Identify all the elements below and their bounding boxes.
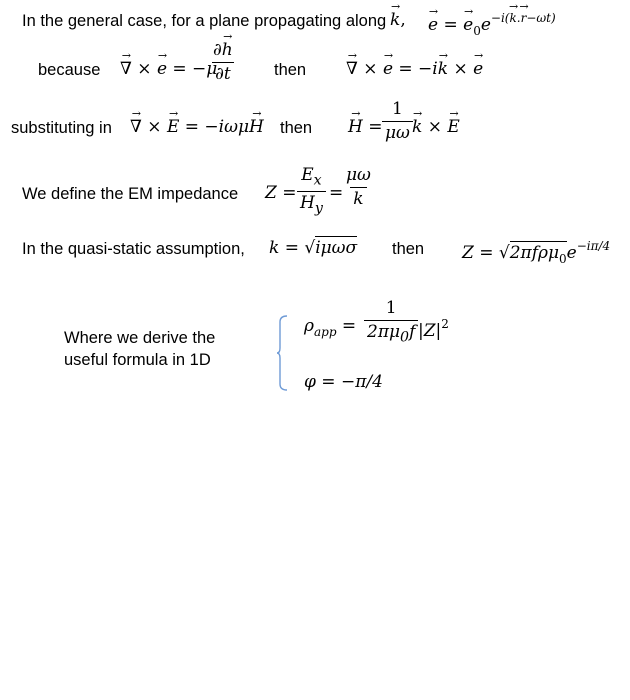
ex-over-hy-fraction: $\frac{E_x}{H_y}$ xyxy=(297,167,326,215)
ampere-equation: ∇ → × E → = −iωμH → xyxy=(130,119,264,136)
dh-dt-fraction: $\frac{\partial h \to}{\partial t}$ xyxy=(210,42,236,83)
impedance-label: We define the EM impedance xyxy=(22,185,239,203)
one-over-mu-omega-fraction: $\frac{1}{\mu\omega}$ xyxy=(382,101,413,142)
k-cross-e-term: k → × E → xyxy=(412,119,460,136)
k-sqrt-equation: k = √iμωσ xyxy=(269,238,358,258)
equals-sign-impedance: = xyxy=(329,183,344,203)
rho-app-fraction: $\frac{1}{2\pi\mu_0f}$ xyxy=(364,300,418,345)
curl-ik-equation: ∇ → × e → = −ik → × e → xyxy=(346,61,483,78)
line1-k-vector: k →, xyxy=(390,12,406,29)
z-quasi-static-equation: $Z = √2\pi f\rho\mu_0e^{-i\pi/4}$ xyxy=(462,239,611,266)
z-equals: Z = xyxy=(265,183,297,203)
rho-app-equation-left: $\rho_{app}$ = xyxy=(304,316,357,339)
line1-wave-equation: e → = $e \to_0e^{-i(k \to.r \to-\omega t)}$ xyxy=(428,12,556,37)
quasi-static-label: In the quasi-static assumption, xyxy=(22,240,245,258)
line2-then-label: then xyxy=(274,61,307,79)
formula-label-line1: Where we derive the xyxy=(64,329,216,347)
line5-then-label: then xyxy=(392,240,425,258)
line3-then-label: then xyxy=(280,119,313,137)
left-brace-icon xyxy=(276,314,290,392)
mu-omega-over-k-fraction: $\frac{\mu\omega}{k}$ xyxy=(346,165,371,209)
substituting-label: substituting in xyxy=(11,119,112,137)
h-field-equation-left: H → = xyxy=(348,119,382,136)
abs-z-squared: $|Z|^2$ xyxy=(418,317,449,341)
because-label: because xyxy=(38,61,101,79)
line1-text: In the general case, for a plane propagating along xyxy=(22,12,387,30)
phase-equation: φ = −π/4 xyxy=(304,372,383,392)
faraday-equation-lower: ∇ → × e → = −μ xyxy=(120,61,217,78)
formula-label-line2: useful formula in 1D xyxy=(64,351,211,369)
